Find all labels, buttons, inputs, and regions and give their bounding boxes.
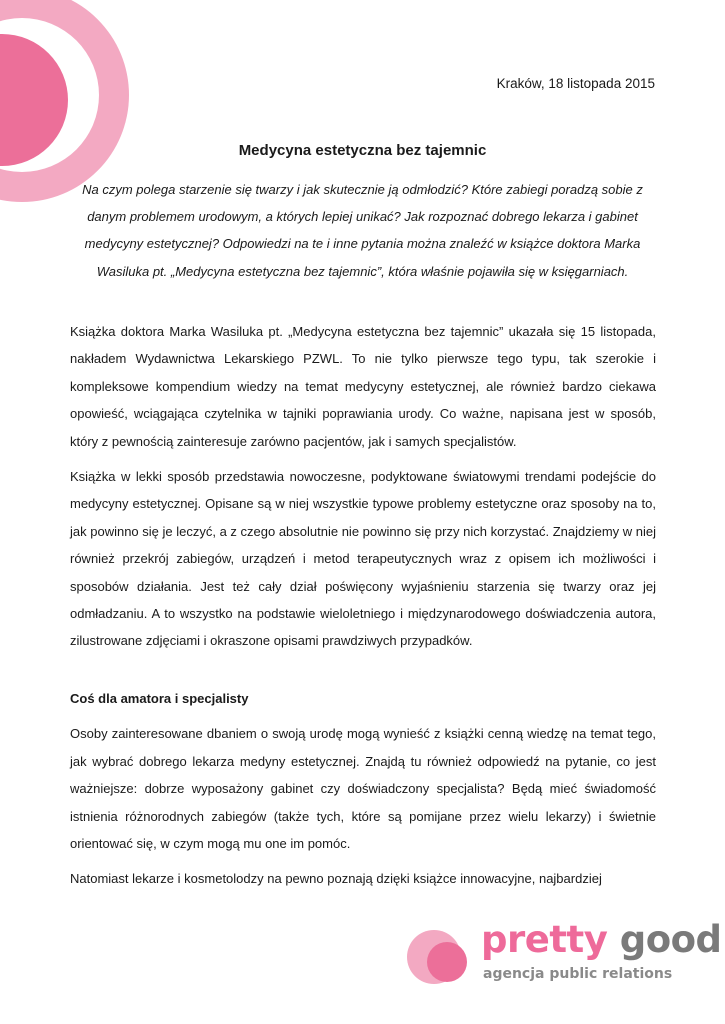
- logo-tagline: agencja public relations: [483, 966, 673, 982]
- body-paragraph: Książka w lekki sposób przedstawia nowoczesne, podyktowane światowymi trendami podejście do medycyny estetycznej. Opisane są w niej wszystkie typowe problemy estetyczne oraz sposoby na to, jak powinno się je leczyć, a z czego absolutnie nie powinno się przy nich korzystać. Znajdziemy w niej również przekrój zabiegów, urządzeń i metod terapeutycznych wraz z opisem ich możliwości i sposobów działania. Jest też cały dział poświęcony wyjaśnieniu starzenia się twarzy oraz jej odmładzaniu. A to wszystko na podstawie wieloletniego i międzynarodowego doświadczenia autora, zilustrowane zdjęciami i okraszone opisami prawdziwych przypadków.: [70, 469, 657, 649]
- logo-circles-icon: [405, 926, 475, 996]
- body-paragraph: Natomiast lekarze i kosmetolodzy na pewno poznają dzięki książce innowacyjne, najbardziej: [70, 871, 602, 887]
- article-title: Medycyna estetyczna bez tajemnic: [238, 142, 487, 159]
- logo-name-good: good: [619, 918, 722, 961]
- article-lead: Na czym polega starzenie się twarzy i jak skutecznie ją odmłodzić? Które zabiegi poradzą sobie z danym problemem urodowym, a których lepiej unikać? Jak rozpoznać dobrego lekarza i gabinet medycyny estetycznej? Odpowiedzi na te i inne pytania można znaleźć w książce doktora Marka Wasiluka pt. „Medycyna estetyczna bez tajemnic”, która właśnie pojawiła się w księgarniach.: [82, 182, 643, 279]
- body-paragraph: Osoby zainteresowane dbaniem o swoją urodę mogą wynieść z książki cenną wiedzę na temat tego, jak wybrać dobrego lekarza medyny estetycznej. Znajdą tu również odpowiedź na pytanie, co jest ważniejsze: dobrze wyposażony gabinet czy doświadczony specjalista? Będą mieć świadomość istnienia różnorodnych zabiegów (także tych, które są pomijane przez wielu lekarzy) i świetnie orientować się, w czym mogą mu one im pomóc.: [70, 726, 656, 851]
- logo-name-pretty: pretty: [481, 918, 608, 961]
- pretty-good-logo: [405, 918, 722, 996]
- section-heading: Coś dla amatora i specjalisty: [70, 690, 249, 706]
- article-body: [70, 318, 656, 901]
- logo-name: [481, 918, 722, 961]
- document-date: Kraków, 18 listopada 2015: [496, 76, 655, 91]
- body-paragraph: Książka doktora Marka Wasiluka pt. „Medycyna estetyczna bez tajemnic” ukazała się 15 listopada, nakładem Wydawnictwa Lekarskiego PZWL. To nie tylko pierwsze tego typu, tak szerokie i kompleksowe kompendium wiedzy na temat medycyny estetycznej, ale również bardzo ciekawa opowieść, wciągająca czytelnika w tajniki poprawiania urody. Co ważne, napisana jest w sposób, który z pewnością zainteresuje zarówno pacjentów, jak i samych specjalistów.: [70, 324, 656, 449]
